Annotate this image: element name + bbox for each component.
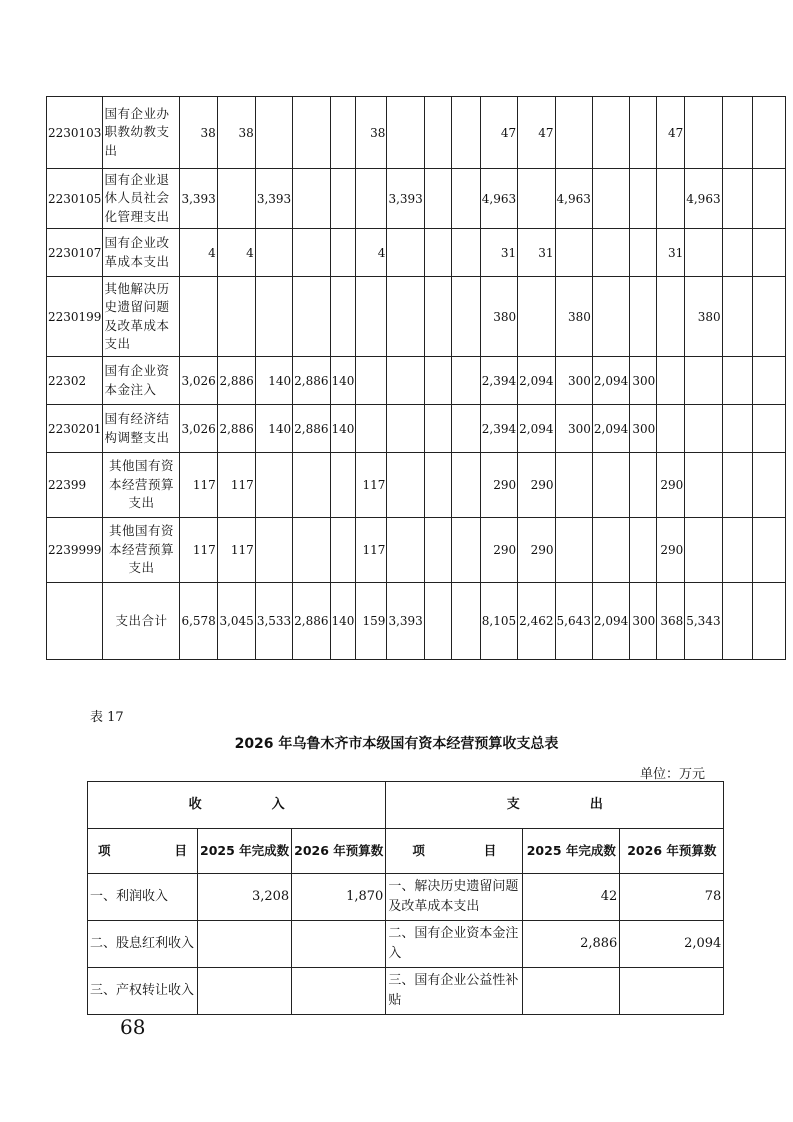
value-cell bbox=[180, 277, 217, 357]
value-cell bbox=[752, 405, 785, 453]
table-row bbox=[47, 453, 786, 518]
value-cell bbox=[451, 453, 480, 518]
value-cell bbox=[592, 277, 629, 357]
value-cell: 300 bbox=[630, 405, 657, 453]
value-cell bbox=[555, 97, 592, 169]
value-cell: 290 bbox=[518, 518, 555, 583]
value-cell: 380 bbox=[555, 277, 592, 357]
value-cell bbox=[752, 583, 785, 660]
value-cell bbox=[451, 583, 480, 660]
value-cell: 4,963 bbox=[685, 169, 722, 229]
value-cell: 2,886 bbox=[293, 357, 330, 405]
value-cell bbox=[387, 518, 424, 583]
value-cell bbox=[424, 229, 451, 277]
expense-2025-cell: 2,886 bbox=[523, 921, 620, 968]
item-name: 国有企业退休人员社会化管理支出 bbox=[103, 169, 180, 229]
value-cell bbox=[217, 169, 255, 229]
income-2025-cell bbox=[198, 968, 292, 1015]
value-cell: 300 bbox=[555, 405, 592, 453]
value-cell: 47 bbox=[657, 97, 685, 169]
value-cell bbox=[685, 357, 722, 405]
value-cell: 2,094 bbox=[592, 405, 629, 453]
table-row bbox=[47, 277, 786, 357]
table-title: 2026 年乌鲁木齐市本级国有资本经营预算收支总表 bbox=[234, 736, 559, 752]
value-cell bbox=[752, 229, 785, 277]
value-cell bbox=[722, 405, 752, 453]
summary-table bbox=[87, 781, 724, 1015]
income-item-cell: 二、股息红利收入 bbox=[88, 921, 198, 968]
income-item-cell: 三、产权转让收入 bbox=[88, 968, 198, 1015]
value-cell: 290 bbox=[657, 518, 685, 583]
value-cell bbox=[722, 229, 752, 277]
value-cell bbox=[387, 405, 424, 453]
value-cell bbox=[657, 405, 685, 453]
value-cell: 368 bbox=[657, 583, 685, 660]
value-cell bbox=[424, 583, 451, 660]
value-cell: 3,045 bbox=[217, 583, 255, 660]
income-header: 收 入 bbox=[88, 782, 386, 829]
value-cell bbox=[330, 229, 356, 277]
value-cell bbox=[555, 518, 592, 583]
value-cell bbox=[518, 169, 555, 229]
value-cell: 47 bbox=[480, 97, 517, 169]
expense-detail-table bbox=[46, 96, 786, 660]
income-item-cell: 一、利润收入 bbox=[88, 874, 198, 921]
value-cell bbox=[387, 277, 424, 357]
summary-row bbox=[88, 874, 724, 921]
value-cell bbox=[255, 277, 292, 357]
value-cell bbox=[217, 277, 255, 357]
item-name: 国有经济结构调整支出 bbox=[103, 405, 180, 453]
value-cell bbox=[330, 169, 356, 229]
value-cell bbox=[722, 97, 752, 169]
value-cell bbox=[424, 453, 451, 518]
item-name: 其他国有资本经营预算支出 bbox=[103, 518, 180, 583]
value-cell bbox=[330, 518, 356, 583]
item-name: 国有企业改革成本支出 bbox=[103, 229, 180, 277]
value-cell bbox=[752, 169, 785, 229]
value-cell: 117 bbox=[180, 453, 217, 518]
item-name: 国有企业资本金注入 bbox=[103, 357, 180, 405]
expense-2026-cell: 78 bbox=[620, 874, 724, 921]
item-name: 支出合计 bbox=[103, 583, 180, 660]
value-cell: 47 bbox=[518, 97, 555, 169]
value-cell: 140 bbox=[255, 357, 292, 405]
value-cell: 290 bbox=[518, 453, 555, 518]
value-cell bbox=[630, 229, 657, 277]
value-cell bbox=[722, 518, 752, 583]
value-cell bbox=[255, 229, 292, 277]
value-cell bbox=[330, 453, 356, 518]
value-cell: 2,886 bbox=[293, 405, 330, 453]
expense-2026-cell: 2,094 bbox=[620, 921, 724, 968]
value-cell: 3,393 bbox=[255, 169, 292, 229]
expense-2026-header: 2026 年预算数 bbox=[620, 829, 724, 874]
value-cell bbox=[424, 357, 451, 405]
value-cell: 117 bbox=[180, 518, 217, 583]
value-cell bbox=[451, 277, 480, 357]
value-cell: 38 bbox=[180, 97, 217, 169]
value-cell: 380 bbox=[480, 277, 517, 357]
value-cell bbox=[424, 277, 451, 357]
table-row bbox=[47, 405, 786, 453]
value-cell: 3,026 bbox=[180, 357, 217, 405]
value-cell bbox=[722, 453, 752, 518]
income-2025-cell: 3,208 bbox=[198, 874, 292, 921]
item-code: 2239999 bbox=[47, 518, 103, 583]
value-cell: 3,393 bbox=[387, 583, 424, 660]
value-cell: 380 bbox=[685, 277, 722, 357]
value-cell: 117 bbox=[356, 453, 387, 518]
value-cell bbox=[555, 453, 592, 518]
value-cell: 2,094 bbox=[518, 357, 555, 405]
value-cell: 2,886 bbox=[217, 405, 255, 453]
value-cell: 4,963 bbox=[480, 169, 517, 229]
value-cell: 5,343 bbox=[685, 583, 722, 660]
value-cell bbox=[752, 97, 785, 169]
value-cell: 3,533 bbox=[255, 583, 292, 660]
table-row bbox=[47, 357, 786, 405]
value-cell bbox=[387, 357, 424, 405]
income-2025-header: 2025 年完成数 bbox=[198, 829, 292, 874]
value-cell bbox=[451, 229, 480, 277]
value-cell bbox=[722, 277, 752, 357]
value-cell bbox=[555, 229, 592, 277]
value-cell bbox=[330, 277, 356, 357]
value-cell bbox=[293, 169, 330, 229]
value-cell bbox=[592, 97, 629, 169]
value-cell bbox=[293, 453, 330, 518]
value-cell bbox=[293, 97, 330, 169]
value-cell bbox=[424, 405, 451, 453]
value-cell bbox=[685, 97, 722, 169]
value-cell bbox=[630, 518, 657, 583]
summary-row bbox=[88, 921, 724, 968]
value-cell bbox=[685, 518, 722, 583]
value-cell bbox=[685, 453, 722, 518]
value-cell bbox=[293, 229, 330, 277]
income-2026-cell: 1,870 bbox=[292, 874, 386, 921]
value-cell: 290 bbox=[657, 453, 685, 518]
income-2026-header: 2026 年预算数 bbox=[292, 829, 386, 874]
value-cell: 38 bbox=[217, 97, 255, 169]
value-cell bbox=[722, 357, 752, 405]
value-cell bbox=[592, 518, 629, 583]
value-cell: 31 bbox=[657, 229, 685, 277]
value-cell bbox=[657, 277, 685, 357]
value-cell: 8,105 bbox=[480, 583, 517, 660]
item-name: 国有企业办职教幼教支出 bbox=[103, 97, 180, 169]
value-cell bbox=[255, 97, 292, 169]
value-cell bbox=[752, 518, 785, 583]
value-cell bbox=[255, 453, 292, 518]
value-cell: 140 bbox=[330, 583, 356, 660]
value-cell bbox=[752, 357, 785, 405]
income-item-header: 项 目 bbox=[88, 829, 198, 874]
value-cell: 2,462 bbox=[518, 583, 555, 660]
income-2025-cell bbox=[198, 921, 292, 968]
value-cell bbox=[630, 97, 657, 169]
value-cell bbox=[592, 229, 629, 277]
value-cell bbox=[255, 518, 292, 583]
table-row bbox=[47, 169, 786, 229]
value-cell: 31 bbox=[480, 229, 517, 277]
value-cell bbox=[451, 169, 480, 229]
expense-item-cell: 一、解决历史遗留问题及改革成本支出 bbox=[386, 874, 523, 921]
value-cell: 117 bbox=[356, 518, 387, 583]
value-cell: 2,394 bbox=[480, 405, 517, 453]
value-cell: 3,026 bbox=[180, 405, 217, 453]
value-cell: 300 bbox=[630, 583, 657, 660]
value-cell: 4 bbox=[356, 229, 387, 277]
expense-header: 支 出 bbox=[386, 782, 724, 829]
value-cell: 300 bbox=[555, 357, 592, 405]
item-code bbox=[47, 583, 103, 660]
value-cell: 2,094 bbox=[592, 357, 629, 405]
value-cell bbox=[356, 357, 387, 405]
item-code: 2230107 bbox=[47, 229, 103, 277]
value-cell: 4 bbox=[217, 229, 255, 277]
income-2026-cell bbox=[292, 968, 386, 1015]
value-cell bbox=[451, 405, 480, 453]
value-cell: 140 bbox=[330, 405, 356, 453]
value-cell bbox=[657, 169, 685, 229]
value-cell: 117 bbox=[217, 453, 255, 518]
table-label: 表 17 bbox=[90, 710, 124, 725]
value-cell bbox=[752, 277, 785, 357]
table-row bbox=[47, 583, 786, 660]
value-cell: 5,643 bbox=[555, 583, 592, 660]
value-cell: 2,394 bbox=[480, 357, 517, 405]
item-name: 其他国有资本经营预算支出 bbox=[103, 453, 180, 518]
item-code: 2230201 bbox=[47, 405, 103, 453]
value-cell: 140 bbox=[255, 405, 292, 453]
value-cell: 6,578 bbox=[180, 583, 217, 660]
item-code: 2230105 bbox=[47, 169, 103, 229]
value-cell bbox=[451, 518, 480, 583]
value-cell: 290 bbox=[480, 518, 517, 583]
expense-item-cell: 三、国有企业公益性补贴 bbox=[386, 968, 523, 1015]
value-cell: 2,886 bbox=[217, 357, 255, 405]
table-row bbox=[47, 97, 786, 169]
value-cell: 117 bbox=[217, 518, 255, 583]
item-name: 其他解决历史遗留问题及改革成本支出 bbox=[103, 277, 180, 357]
value-cell bbox=[330, 97, 356, 169]
value-cell bbox=[752, 453, 785, 518]
value-cell: 3,393 bbox=[180, 169, 217, 229]
value-cell bbox=[424, 97, 451, 169]
income-2026-cell bbox=[292, 921, 386, 968]
value-cell bbox=[424, 518, 451, 583]
value-cell: 159 bbox=[356, 583, 387, 660]
expense-2026-cell bbox=[620, 968, 724, 1015]
value-cell bbox=[630, 277, 657, 357]
value-cell bbox=[685, 405, 722, 453]
value-cell: 140 bbox=[330, 357, 356, 405]
value-cell bbox=[293, 277, 330, 357]
item-code: 22302 bbox=[47, 357, 103, 405]
expense-item-header: 项 目 bbox=[386, 829, 523, 874]
expense-2025-cell: 42 bbox=[523, 874, 620, 921]
value-cell bbox=[592, 169, 629, 229]
value-cell: 4 bbox=[180, 229, 217, 277]
value-cell bbox=[630, 453, 657, 518]
value-cell bbox=[722, 583, 752, 660]
value-cell bbox=[630, 169, 657, 229]
value-cell: 31 bbox=[518, 229, 555, 277]
value-cell bbox=[356, 169, 387, 229]
item-code: 2230199 bbox=[47, 277, 103, 357]
value-cell bbox=[387, 453, 424, 518]
unit-label: 单位：万元 bbox=[639, 767, 705, 782]
value-cell: 38 bbox=[356, 97, 387, 169]
expense-2025-cell bbox=[523, 968, 620, 1015]
item-code: 22399 bbox=[47, 453, 103, 518]
value-cell bbox=[387, 97, 424, 169]
value-cell: 290 bbox=[480, 453, 517, 518]
value-cell bbox=[685, 229, 722, 277]
value-cell: 4,963 bbox=[555, 169, 592, 229]
value-cell: 2,094 bbox=[518, 405, 555, 453]
value-cell bbox=[293, 518, 330, 583]
summary-row bbox=[88, 968, 724, 1015]
value-cell: 300 bbox=[630, 357, 657, 405]
value-cell bbox=[356, 405, 387, 453]
value-cell bbox=[451, 97, 480, 169]
table-row bbox=[47, 229, 786, 277]
value-cell: 2,886 bbox=[293, 583, 330, 660]
value-cell bbox=[722, 169, 752, 229]
value-cell: 3,393 bbox=[387, 169, 424, 229]
item-code: 2230103 bbox=[47, 97, 103, 169]
value-cell bbox=[657, 357, 685, 405]
value-cell bbox=[356, 277, 387, 357]
value-cell bbox=[424, 169, 451, 229]
value-cell bbox=[387, 229, 424, 277]
value-cell bbox=[451, 357, 480, 405]
value-cell: 2,094 bbox=[592, 583, 629, 660]
expense-2025-header: 2025 年完成数 bbox=[523, 829, 620, 874]
value-cell bbox=[592, 453, 629, 518]
expense-item-cell: 二、国有企业资本金注入 bbox=[386, 921, 523, 968]
table-row bbox=[47, 518, 786, 583]
value-cell bbox=[518, 277, 555, 357]
page-number: 68 bbox=[120, 1015, 146, 1039]
